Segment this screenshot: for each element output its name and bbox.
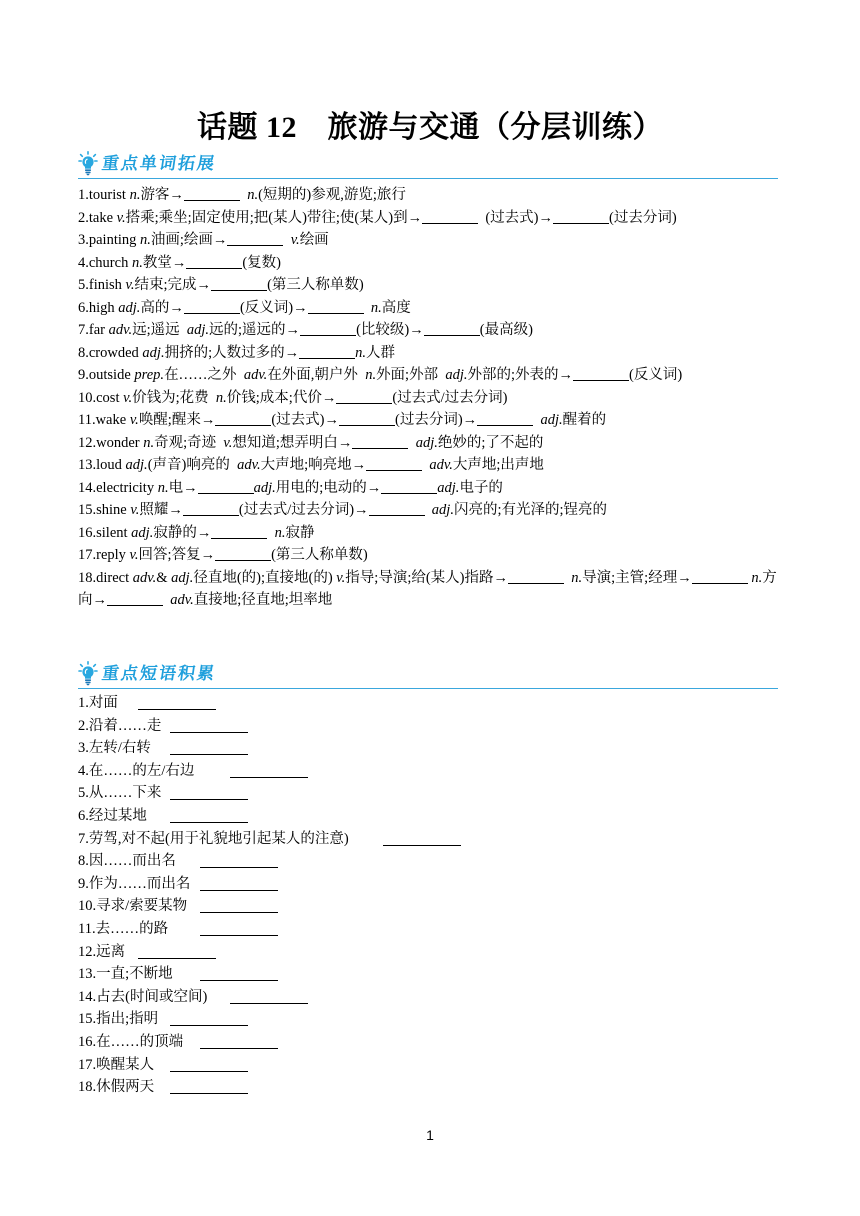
vocab-item-text: 外面;外部 [376,367,446,383]
part-of-speech-label: n. [564,569,583,586]
vocab-item-text: 回答;答复→ [138,547,216,563]
vocab-item-text: 在外面,朝户外 [267,367,366,383]
part-of-speech-label: n. [131,254,143,271]
answer-blank [508,571,564,584]
vocab-item-text: 闪亮的;有光泽的;锃亮的 [453,502,608,518]
vocab-item-text: 13.loud [78,457,126,473]
phrase-text: 17.唤醒某人 [78,1056,155,1073]
vocab-item-text: 11.wake [78,412,130,428]
vocab-item-text: 奇观;奇迹 [154,434,224,451]
answer-blank [308,301,364,314]
answer-blank [183,503,239,516]
answer-blank [366,458,422,471]
phrase-section-header [78,661,216,687]
part-of-speech-label: adj. [424,502,454,518]
part-of-speech-label: n. [747,569,763,586]
answer-blank [553,211,609,224]
vocab-item [78,342,790,365]
phrase-item [78,805,778,828]
part-of-speech-label: n. [267,524,286,541]
phrase-text: 11.去……的路 [78,920,169,937]
vocab-item-text: 方向→ [78,569,777,608]
phrase-item [78,1076,778,1099]
part-of-speech-label: adj. [186,322,210,338]
vocab-item-text: 导演;主管;经理→ [582,569,692,586]
phrase-text: 6.经过某地 [78,807,147,824]
answer-blank [170,787,248,800]
vocab-item-text: (复数) [242,254,281,271]
vocab-item-text: (反义词) [629,367,683,383]
part-of-speech-label: n. [157,479,169,496]
answer-blank [170,742,248,755]
part-of-speech-label: v. [129,412,139,428]
phrase-section-heading: 重点短语积累 [100,664,218,684]
part-of-speech-label: n. [239,187,259,203]
vocab-item-text: 高的→ [140,299,184,316]
part-of-speech-label: n. [143,434,155,451]
answer-blank [200,968,278,981]
answer-blank [170,1081,248,1094]
answer-blank [211,526,267,539]
part-of-speech-label: adj. [118,299,141,316]
phrase-item [78,760,778,783]
vocab-item-text: 寂静的→ [153,524,212,541]
part-of-speech-label: adj. [408,434,438,451]
vocab-item-text: 指导;导演;给(某人)指路→ [345,569,509,586]
answer-blank [200,855,278,868]
part-of-speech-label: v. [336,569,346,586]
answer-blank [186,256,242,269]
answer-blank [369,503,425,516]
answer-blank [138,946,216,959]
answer-blank [573,368,629,381]
answer-blank [200,878,278,891]
answer-blank [198,481,254,494]
vocab-item-text: 1.tourist [78,187,130,203]
vocab-item-text: 唤醒;醒来→ [138,412,216,428]
part-of-speech-label: n. [363,299,382,316]
vocab-item [78,274,790,297]
vocab-item-text: 大声地;响亮地→ [260,457,367,473]
answer-blank [215,413,271,426]
vocab-item [78,409,790,432]
part-of-speech-label: adj. [142,344,165,361]
answer-blank [381,481,437,494]
part-of-speech-label: adv. [108,322,133,338]
phrase-item [78,715,778,738]
answer-blank [230,765,308,778]
answer-blank [339,413,395,426]
phrase-item [78,692,778,715]
vocab-item [78,432,790,455]
vocab-item [78,522,790,545]
vocab-item-text: 照耀→ [139,502,183,518]
answer-blank [200,923,278,936]
part-of-speech-label: v. [123,389,133,406]
vocab-item-text: (过去分词)→ [395,412,478,428]
vocab-item [78,229,790,252]
vocab-item-text: (比较级)→ [356,322,424,338]
vocab-item-text: 油画;绘画→ [150,232,228,248]
part-of-speech-label: v. [283,232,300,248]
vocab-item-text: (过去式/过去分词)→ [238,502,369,518]
vocab-item [78,207,790,230]
part-of-speech-label: v. [129,547,139,563]
lightbulb-icon [78,151,98,177]
vocab-item-text: (过去分词) [609,209,677,226]
vocab-item-text: 远;遥远 [132,322,187,338]
phrase-text: 5.从……下来 [78,785,162,802]
phrase-item [78,737,778,760]
part-of-speech-label: prep. [134,367,165,383]
part-of-speech-label: adj. [171,569,194,586]
vocab-list [78,184,790,612]
answer-blank [170,1059,248,1072]
vocab-item-text: 2.take [78,209,117,226]
phrase-item [78,941,778,964]
phrase-text: 16.在……的顶端 [78,1033,184,1050]
phrase-item [78,782,778,805]
vocab-item-text: 搭乘;乘坐;固定使用;把(某人)带往;使(某人)到→ [125,209,423,226]
vocab-item-text: 14.electricity [78,479,158,496]
vocab-item [78,477,790,500]
part-of-speech-label: n. [365,367,377,383]
vocab-item-text: 12.wonder [78,434,144,451]
vocab-item-text: 价钱;成本;代价→ [226,389,337,406]
vocab-item-text: 在……之外 [164,367,244,383]
phrase-item [78,986,778,1009]
part-of-speech-label: adv. [237,457,261,473]
vocab-item [78,364,790,387]
phrase-item [78,850,778,873]
part-of-speech-label: n. [140,232,151,248]
vocab-item-text: 寂静 [285,524,315,541]
page-number: 1 [426,1127,434,1143]
vocab-item-text: 醒着的 [562,412,607,428]
vocab-item [78,184,790,207]
vocab-item-text: (声音)响亮的 [147,457,238,473]
phrase-text: 10.寻求/索要某物 [78,898,188,915]
vocab-item [78,499,790,522]
phrase-text: 15.指出;指明 [78,1011,159,1028]
vocab-item-text: (过去式)→ [478,209,554,226]
phrase-text: 13.一直;不断地 [78,966,173,983]
part-of-speech-label: n. [129,187,141,203]
vocab-item [78,454,790,477]
vocab-item-text: 15.shine [78,502,131,518]
answer-blank [422,211,478,224]
vocab-item-text: 人群 [365,344,395,361]
part-of-speech-label: adj. [445,367,468,383]
part-of-speech-label: v. [125,277,135,293]
answer-blank [336,391,392,404]
answer-blank [184,188,240,201]
phrase-text: 2.沿着……走 [78,717,162,734]
vocab-item [78,297,790,320]
vocab-item-text: 7.far [78,322,109,338]
vocab-item-text: (短期的)参观,游览;旅行 [258,187,406,203]
vocab-item-text: 游客→ [140,187,184,203]
vocab-item-text: 外部的;外表的→ [467,367,574,383]
phrase-item [78,1031,778,1054]
vocab-item-text: 径直地(的);直接地(的) [193,569,337,586]
vocab-section-header [78,151,216,177]
section-divider [78,178,778,179]
vocab-item-text: 用电的;电动的→ [275,479,382,496]
part-of-speech-label: adj. [131,524,154,541]
vocab-item-text: 18.direct [78,569,133,586]
page-title: 话题 12 旅游与交通（分层训练） [197,111,663,144]
phrase-item [78,1008,778,1031]
answer-blank [230,991,308,1004]
vocab-item-text: 结束;完成→ [134,277,212,293]
answer-blank [299,346,355,359]
phrase-text: 1.对面 [78,695,118,711]
vocab-item-text: (最高级) [479,322,533,338]
part-of-speech-label: v. [223,434,233,451]
vocab-item-text: 17.reply [78,547,130,563]
vocab-item-text: 绝妙的;了不起的 [437,434,544,451]
answer-blank [352,436,408,449]
vocab-item-text: (第三人称单数) [271,547,368,563]
phrase-item [78,828,778,851]
vocab-item [78,387,790,410]
vocab-item-text: 电→ [168,479,198,496]
part-of-speech-label: adv. [163,592,194,608]
vocab-item [78,567,790,612]
part-of-speech-label: n. [355,344,366,361]
vocab-item-text: 5.finish [78,277,126,293]
answer-blank [211,278,267,291]
vocab-item-text: 高度 [381,299,411,316]
vocab-item [78,252,790,275]
answer-blank [200,1036,278,1049]
part-of-speech-label: n. [215,389,227,406]
phrase-text: 18.休假两天 [78,1079,155,1096]
phrase-item [78,1054,778,1077]
vocab-item [78,544,790,567]
vocab-section-heading: 重点单词拓展 [100,154,218,174]
vocab-item-text: & [156,569,172,586]
vocab-item-text: (第三人称单数) [267,277,364,293]
answer-blank [170,720,248,733]
answer-blank [424,323,480,336]
vocab-item-text: (过去式/过去分词) [392,389,508,406]
answer-blank [477,413,533,426]
answer-blank [107,593,163,606]
answer-blank [215,548,271,561]
vocab-item-text: 8.crowded [78,344,143,361]
vocab-item-text: 16.silent [78,524,132,541]
answer-blank [184,301,240,314]
answer-blank [170,1013,248,1026]
phrase-item [78,918,778,941]
vocab-item-text: (反义词)→ [239,299,308,316]
vocab-item-text: 拥挤的;人数过多的→ [164,344,300,361]
vocab-item-text: 直接地;径直地;坦率地 [193,592,333,608]
part-of-speech-label: adj. [253,479,276,496]
vocab-item-text: 电子的 [459,479,503,496]
phrase-text: 4.在……的左/右边 [78,762,195,779]
answer-blank [138,697,216,710]
phrase-list [78,692,778,1099]
vocab-item-text: 想知道;想弄明白→ [232,434,353,451]
vocab-item-text: 价钱为;花费 [132,389,216,406]
vocab-item-text: 大声地;出声地 [452,457,544,473]
vocab-item-text: 10.cost [78,389,124,406]
answer-blank [227,233,283,246]
vocab-item-text: 3.painting [78,232,141,248]
phrase-text: 7.劳驾,对不起(用于礼貌地引起某人的注意) [78,830,349,847]
vocab-item-text: 9.outside [78,367,135,383]
answer-blank [200,900,278,913]
phrase-text: 8.因……而出名 [78,853,176,870]
part-of-speech-label: adv. [422,457,453,473]
vocab-item-text: 4.church [78,254,132,271]
phrase-text: 3.左转/右转 [78,740,151,757]
part-of-speech-label: v. [130,502,140,518]
phrase-text: 12.远离 [78,943,126,960]
vocab-item-text: 6.high [78,299,119,316]
phrase-item [78,963,778,986]
phrase-item [78,873,778,896]
part-of-speech-label: adj. [125,457,148,473]
answer-blank [383,833,461,846]
phrase-text: 14.占去(时间或空间) [78,988,208,1005]
answer-blank [170,810,248,823]
answer-blank [300,323,356,336]
vocab-item-text: (过去式)→ [271,412,340,428]
vocab-item-text: 绘画 [299,232,329,248]
section-divider [78,688,778,689]
vocab-item-text: 远的;遥远的→ [209,322,301,338]
part-of-speech-label: v. [116,209,126,226]
phrase-text: 9.作为……而出名 [78,875,191,892]
lightbulb-icon [78,661,98,687]
part-of-speech-label: adj. [437,479,460,496]
answer-blank [692,571,748,584]
vocab-item [78,319,790,342]
vocab-item-text: 教堂→ [142,254,187,271]
part-of-speech-label: adv. [243,367,268,383]
part-of-speech-label: adj. [533,412,563,428]
part-of-speech-label: adv. [132,569,157,586]
phrase-item [78,895,778,918]
